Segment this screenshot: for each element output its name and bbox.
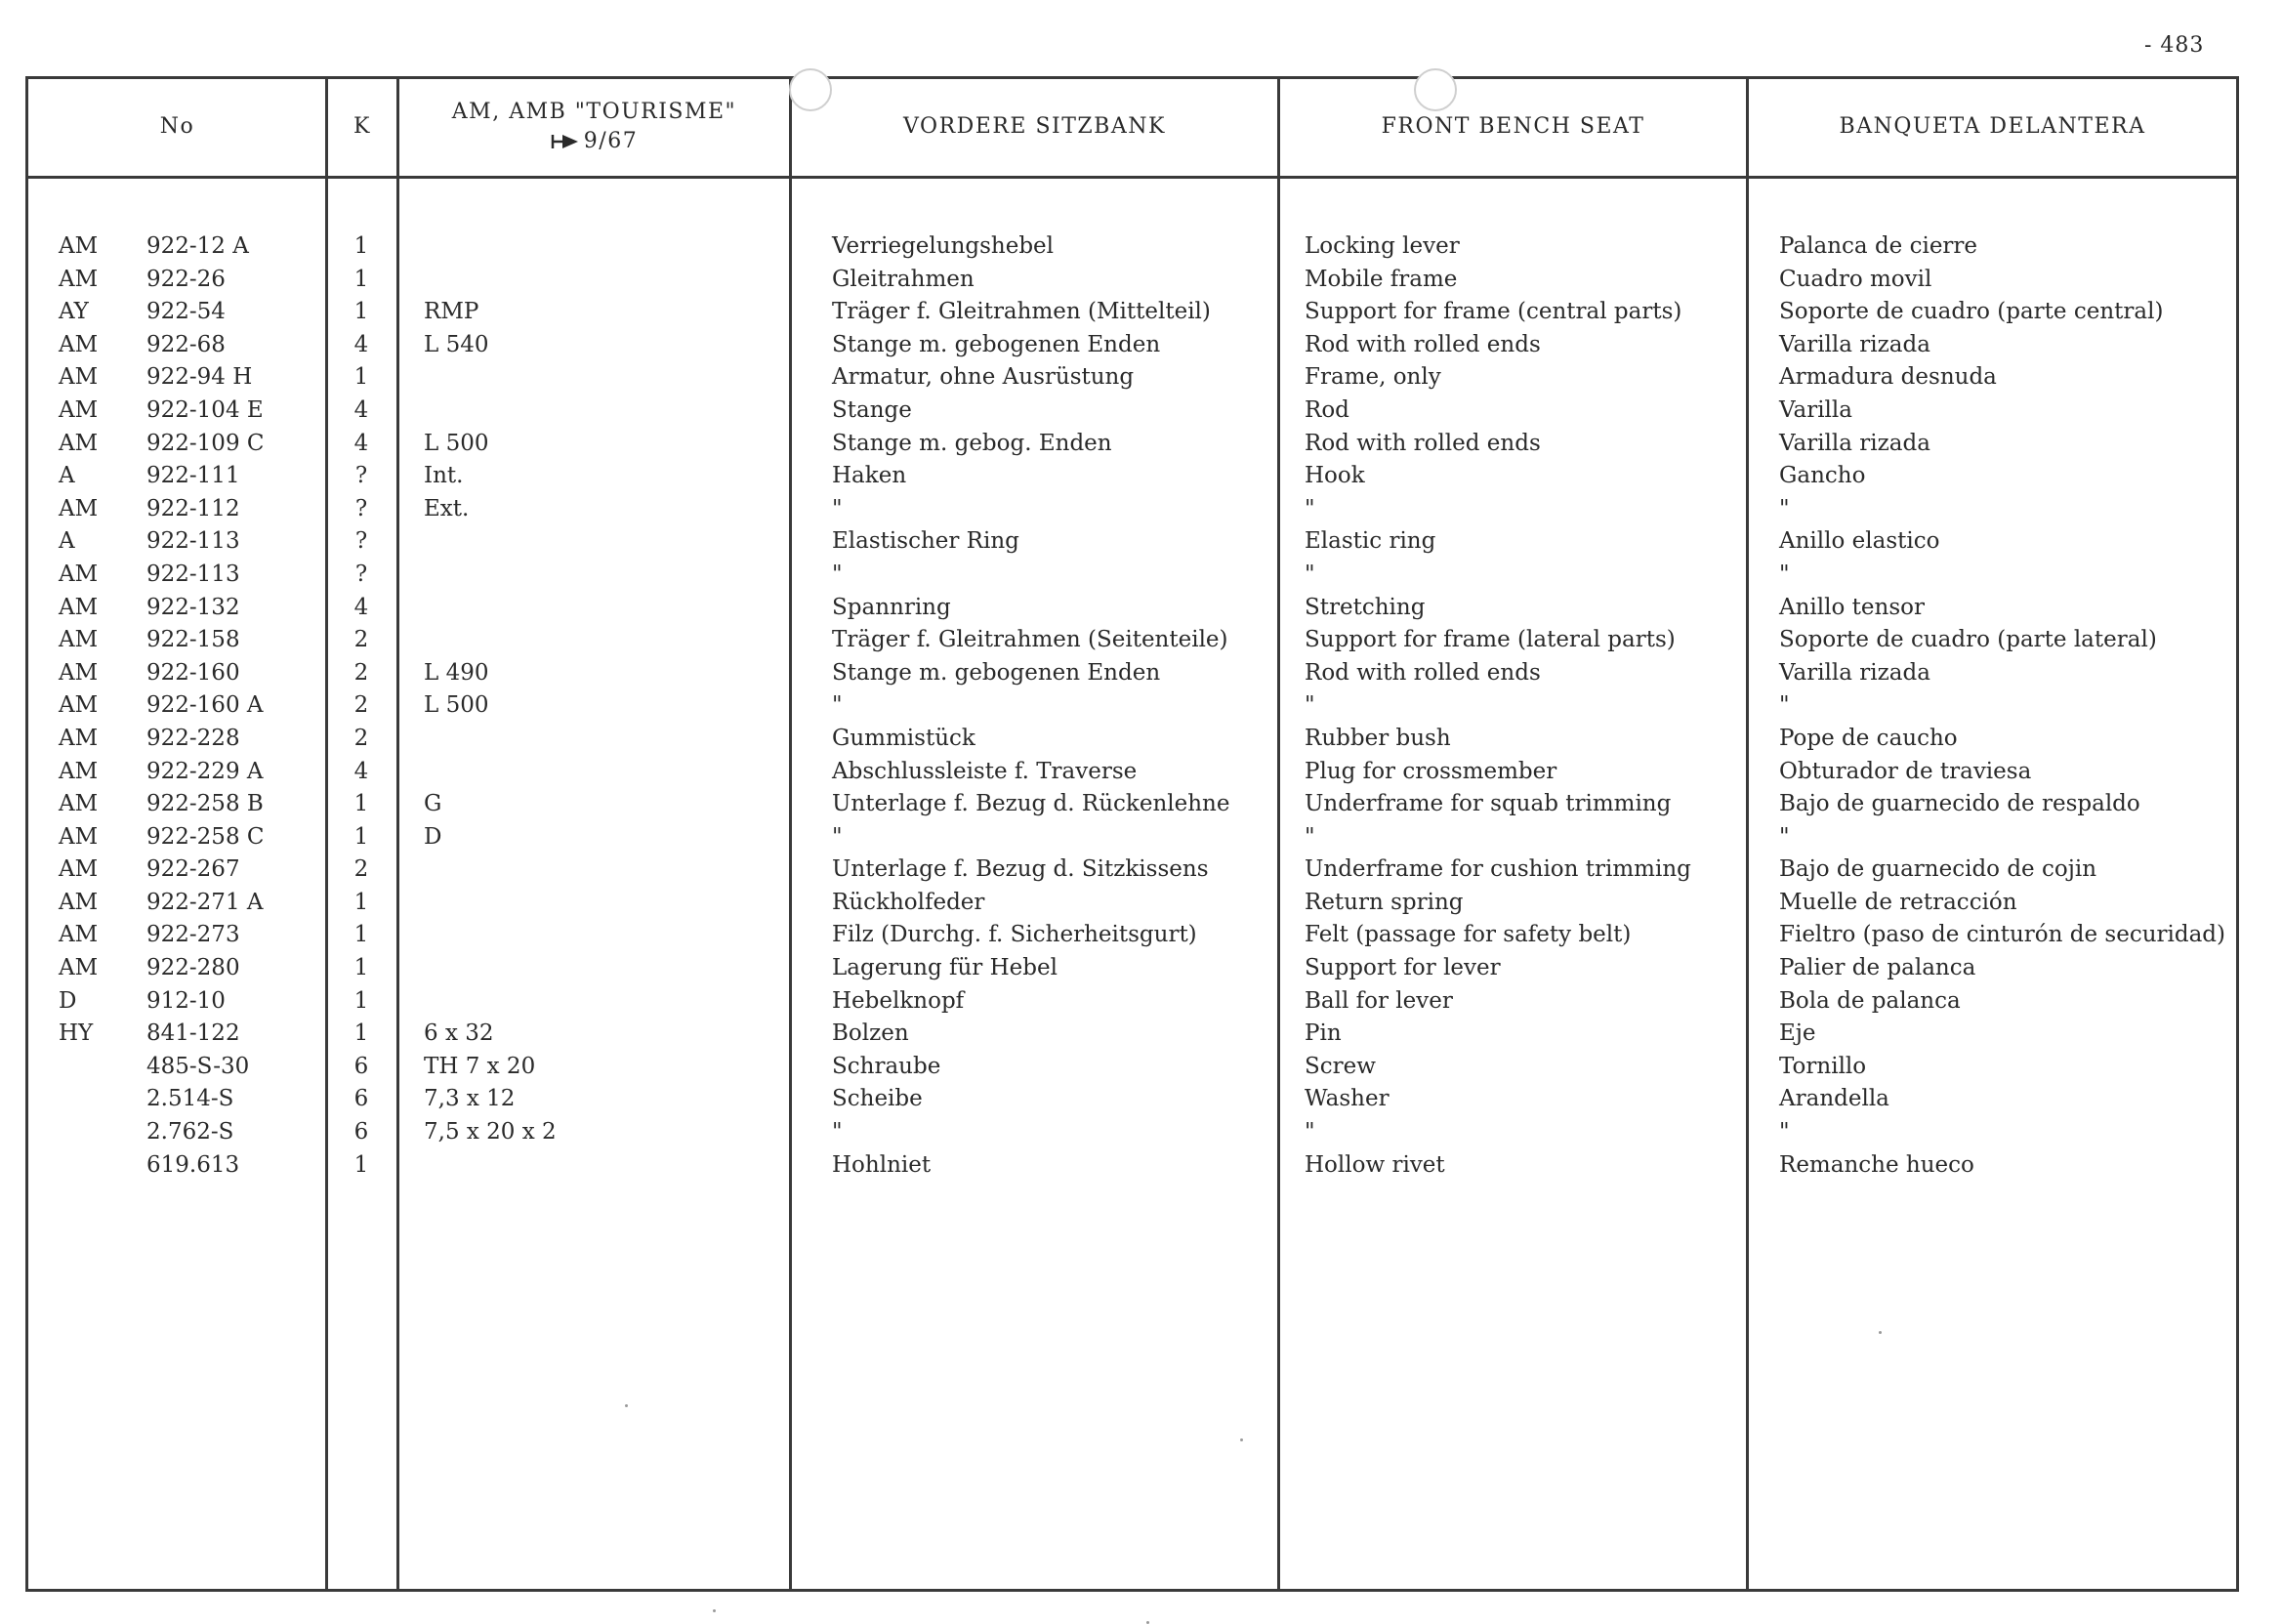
description-en: Return spring [1305, 889, 1464, 915]
quantity: ? [354, 528, 368, 555]
description-es: " [1779, 823, 1790, 850]
description-en: Elastic ring [1305, 528, 1436, 555]
description-de: Hohlniet [832, 1151, 932, 1178]
description-es: Tornillo [1779, 1053, 1867, 1079]
quantity: 2 [353, 856, 369, 883]
description-de: Gummistück [832, 725, 975, 751]
part-number: 922-68 [146, 331, 226, 357]
part-number: 922-228 [146, 725, 240, 751]
part-number: 922-273 [146, 922, 240, 948]
description-en: " [1305, 823, 1315, 850]
table-row [0, 756, 2282, 789]
quantity: 4 [353, 331, 369, 357]
description-de: Stange [832, 396, 912, 423]
part-prefix: AM [59, 266, 99, 292]
part-number: 922-132 [146, 594, 240, 620]
part-number: 922-271 A [146, 889, 264, 915]
description-es: Arandella [1779, 1086, 1889, 1112]
table-row [0, 1051, 2282, 1084]
table-row [0, 985, 2282, 1019]
description-es: Anillo elastico [1779, 528, 1940, 555]
table-row [0, 428, 2282, 461]
model-note: L 500 [424, 430, 489, 456]
description-de: Abschlussleiste f. Traverse [832, 758, 1138, 784]
table-row [0, 854, 2282, 887]
description-en: Support for frame (lateral parts) [1305, 627, 1676, 653]
part-number: 922-160 A [146, 692, 264, 719]
model-note: G [424, 791, 442, 817]
description-de: Unterlage f. Bezug d. Rückenlehne [832, 791, 1230, 817]
quantity: 4 [353, 396, 369, 423]
part-number: 912-10 [146, 987, 226, 1014]
part-number: 922-26 [146, 266, 226, 292]
description-es: Soporte de cuadro (parte central) [1779, 299, 2164, 325]
description-en: Underframe for cushion trimming [1305, 856, 1691, 883]
quantity: 2 [353, 627, 369, 653]
part-number: 619.613 [146, 1151, 240, 1178]
table-row [0, 952, 2282, 985]
description-es: Armadura desnuda [1779, 364, 1997, 391]
table-row [0, 1083, 2282, 1116]
part-prefix: AM [59, 823, 99, 850]
description-de: Bolzen [832, 1020, 909, 1047]
description-es: Bola de palanca [1779, 987, 1961, 1014]
description-es: Palier de palanca [1779, 955, 1976, 981]
quantity: ? [354, 495, 368, 521]
description-de: Stange m. gebogenen Enden [832, 331, 1161, 357]
part-prefix: AM [59, 659, 99, 686]
part-number: 922-109 C [146, 430, 265, 456]
model-note: L 500 [424, 692, 489, 719]
description-de: Armatur, ohne Ausrüstung [832, 364, 1135, 391]
table-row [0, 689, 2282, 723]
part-number: 922-112 [146, 495, 240, 521]
description-de: Verriegelungshebel [832, 233, 1055, 259]
header-am-line1: AM, AMB "TOURISME" [451, 100, 737, 124]
quantity: 1 [353, 299, 369, 325]
part-number: 922-104 E [146, 396, 264, 423]
description-de: Unterlage f. Bezug d. Sitzkissens [832, 856, 1209, 883]
description-es: Varilla rizada [1779, 430, 1930, 456]
description-de: Stange m. gebogenen Enden [832, 659, 1161, 686]
description-es: Obturador de traviesa [1779, 758, 2032, 784]
part-prefix: AM [59, 430, 99, 456]
description-de: Lagerung für Hebel [832, 955, 1058, 981]
description-de: Hebelknopf [832, 987, 965, 1014]
table-row [0, 230, 2282, 264]
quantity: 6 [353, 1086, 369, 1112]
quantity: 6 [353, 1119, 369, 1145]
part-prefix: AM [59, 791, 99, 817]
description-en: Felt (passage for safety belt) [1305, 922, 1632, 948]
description-de: Gleitrahmen [832, 266, 975, 292]
quantity: 1 [353, 955, 369, 981]
part-prefix: AM [59, 627, 99, 653]
quantity: 4 [353, 594, 369, 620]
part-number: 2.762-S [146, 1119, 234, 1145]
quantity: 1 [353, 987, 369, 1014]
part-prefix: AM [59, 692, 99, 719]
table-row [0, 525, 2282, 559]
part-prefix: D [59, 987, 77, 1014]
description-en: " [1305, 1119, 1315, 1145]
table-row [0, 361, 2282, 395]
description-de: Scheibe [832, 1086, 923, 1112]
description-en: " [1305, 495, 1315, 521]
model-note: 7,5 x 20 x 2 [424, 1119, 557, 1145]
model-note: Ext. [424, 495, 470, 521]
part-number: 922-111 [146, 463, 240, 489]
part-number: 922-258 B [146, 791, 264, 817]
part-number: 922-229 A [146, 758, 264, 784]
description-de: Haken [832, 463, 907, 489]
description-es: Varilla [1779, 396, 1852, 423]
description-en: Rubber bush [1305, 725, 1451, 751]
table-row [0, 264, 2282, 297]
description-en: " [1305, 692, 1315, 719]
description-es: Muelle de retracción [1779, 889, 2017, 915]
description-en: Hollow rivet [1305, 1151, 1445, 1178]
quantity: 1 [353, 233, 369, 259]
part-prefix: HY [59, 1020, 94, 1047]
description-es: " [1779, 1119, 1790, 1145]
part-prefix: AM [59, 758, 99, 784]
model-note: L 490 [424, 659, 489, 686]
description-en: Frame, only [1305, 364, 1441, 391]
part-number: 922-267 [146, 856, 240, 883]
description-en: Rod with rolled ends [1305, 430, 1541, 456]
description-es: " [1779, 495, 1790, 521]
quantity: 1 [353, 266, 369, 292]
scan-speck [713, 1609, 716, 1612]
table-row [0, 329, 2282, 362]
description-es: Remanche hueco [1779, 1151, 1974, 1178]
description-de: " [832, 692, 843, 719]
table-row [0, 624, 2282, 657]
part-prefix: AM [59, 922, 99, 948]
part-prefix: AM [59, 331, 99, 357]
part-prefix: AY [59, 299, 89, 325]
description-es: Soporte de cuadro (parte lateral) [1779, 627, 2157, 653]
scan-speck [1240, 1438, 1243, 1441]
description-en: Mobile frame [1305, 266, 1458, 292]
quantity: 2 [353, 659, 369, 686]
quantity: 1 [353, 364, 369, 391]
description-es: Palanca de cierre [1779, 233, 1978, 259]
quantity: 2 [353, 725, 369, 751]
part-number: 485-S-30 [146, 1053, 250, 1079]
description-en: Stretching [1305, 594, 1426, 620]
part-number: 841-122 [146, 1020, 240, 1047]
description-es: Varilla rizada [1779, 659, 1930, 686]
table-row [0, 1149, 2282, 1183]
model-note: 6 x 32 [424, 1020, 494, 1047]
description-en: Support for lever [1305, 955, 1501, 981]
description-en: Locking lever [1305, 233, 1460, 259]
description-es: " [1779, 561, 1790, 587]
table-row [0, 887, 2282, 920]
description-en: Pin [1305, 1020, 1342, 1047]
description-en: Screw [1305, 1053, 1376, 1079]
description-de: Filz (Durchg. f. Sicherheitsgurt) [832, 922, 1197, 948]
table-row [0, 592, 2282, 625]
part-number: 922-12 A [146, 233, 249, 259]
quantity: ? [354, 463, 368, 489]
quantity: 2 [353, 692, 369, 719]
quantity: 1 [353, 922, 369, 948]
arrow-right-icon [551, 133, 580, 150]
part-prefix: AM [59, 561, 99, 587]
part-prefix: AM [59, 955, 99, 981]
page-number: - 483 [2144, 33, 2205, 58]
description-es: Pope de caucho [1779, 725, 1958, 751]
part-number: 922-280 [146, 955, 240, 981]
model-note: L 540 [424, 331, 489, 357]
description-en: Rod [1305, 396, 1349, 423]
table-row [0, 1116, 2282, 1149]
description-en: Washer [1305, 1086, 1390, 1112]
header-de: VORDERE SITZBANK [903, 114, 1166, 139]
table-row [0, 657, 2282, 690]
part-prefix: AM [59, 364, 99, 391]
description-es: Anillo tensor [1779, 594, 1925, 620]
description-de: Schraube [832, 1053, 941, 1079]
table-row [0, 460, 2282, 493]
description-de: Stange m. gebog. Enden [832, 430, 1112, 456]
description-de: " [832, 561, 843, 587]
model-note: TH 7 x 20 [424, 1053, 536, 1079]
description-en: Rod with rolled ends [1305, 659, 1541, 686]
model-note: 7,3 x 12 [424, 1086, 516, 1112]
model-note: RMP [424, 299, 479, 325]
description-es: Eje [1779, 1020, 1816, 1047]
quantity: 1 [353, 1151, 369, 1178]
model-note: D [424, 823, 442, 850]
part-number: 922-94 H [146, 364, 253, 391]
part-prefix: AM [59, 233, 99, 259]
part-prefix: AM [59, 856, 99, 883]
description-de: " [832, 823, 843, 850]
scan-speck [625, 1404, 628, 1407]
description-es: Fieltro (paso de cinturón de securidad) [1779, 922, 2226, 948]
table-row [0, 919, 2282, 952]
quantity: 6 [353, 1053, 369, 1079]
part-prefix: AM [59, 396, 99, 423]
description-en: Rod with rolled ends [1305, 331, 1541, 357]
table-row [0, 723, 2282, 756]
table-row [0, 821, 2282, 854]
quantity: 4 [353, 430, 369, 456]
table-row [0, 296, 2282, 329]
quantity: 1 [353, 1020, 369, 1047]
part-prefix: AM [59, 725, 99, 751]
part-number: 922-113 [146, 528, 240, 555]
description-de: " [832, 495, 843, 521]
part-number: 2.514-S [146, 1086, 234, 1112]
quantity: 1 [353, 823, 369, 850]
table-row [0, 788, 2282, 821]
header-k: K [353, 114, 371, 139]
header-am [399, 80, 789, 174]
description-en: " [1305, 561, 1315, 587]
part-number: 922-158 [146, 627, 240, 653]
description-en: Hook [1305, 463, 1365, 489]
part-prefix: AM [59, 594, 99, 620]
description-es: Bajo de guarnecido de cojin [1779, 856, 2097, 883]
part-number: 922-258 C [146, 823, 265, 850]
header-en: FRONT BENCH SEAT [1381, 114, 1645, 139]
description-es: Bajo de guarnecido de respaldo [1779, 791, 2140, 817]
description-es: Gancho [1779, 463, 1866, 489]
description-de: Elastischer Ring [832, 528, 1019, 555]
description-en: Support for frame (central parts) [1305, 299, 1682, 325]
part-number: 922-160 [146, 659, 240, 686]
quantity: 1 [353, 889, 369, 915]
quantity: 4 [353, 758, 369, 784]
description-en: Underframe for squab trimming [1305, 791, 1672, 817]
quantity: 1 [353, 791, 369, 817]
part-prefix: A [59, 528, 75, 555]
table-row [0, 395, 2282, 428]
header-divider [25, 176, 2239, 179]
part-prefix: A [59, 463, 75, 489]
description-de: Träger f. Gleitrahmen (Seitenteile) [832, 627, 1228, 653]
table-row [0, 493, 2282, 526]
description-es: " [1779, 692, 1790, 719]
part-number: 922-113 [146, 561, 240, 587]
description-en: Plug for crossmember [1305, 758, 1557, 784]
header-es: BANQUETA DELANTERA [1839, 114, 2146, 139]
part-number: 922-54 [146, 299, 226, 325]
description-de: " [832, 1119, 843, 1145]
scan-speck [1879, 1331, 1882, 1334]
description-en: Ball for lever [1305, 987, 1453, 1014]
model-note: Int. [424, 463, 464, 489]
description-de: Rückholfeder [832, 889, 985, 915]
quantity: ? [354, 561, 368, 587]
parts-rows [0, 230, 2282, 1182]
table-row [0, 1018, 2282, 1051]
header-am-line2: 9/67 [583, 129, 639, 153]
part-prefix: AM [59, 495, 99, 521]
description-es: Cuadro movil [1779, 266, 1932, 292]
header-am-date [551, 127, 638, 156]
description-es: Varilla rizada [1779, 331, 1930, 357]
header-no: No [159, 114, 195, 139]
description-de: Träger f. Gleitrahmen (Mittelteil) [832, 299, 1211, 325]
table-row [0, 559, 2282, 592]
part-prefix: AM [59, 889, 99, 915]
description-de: Spannring [832, 594, 951, 620]
